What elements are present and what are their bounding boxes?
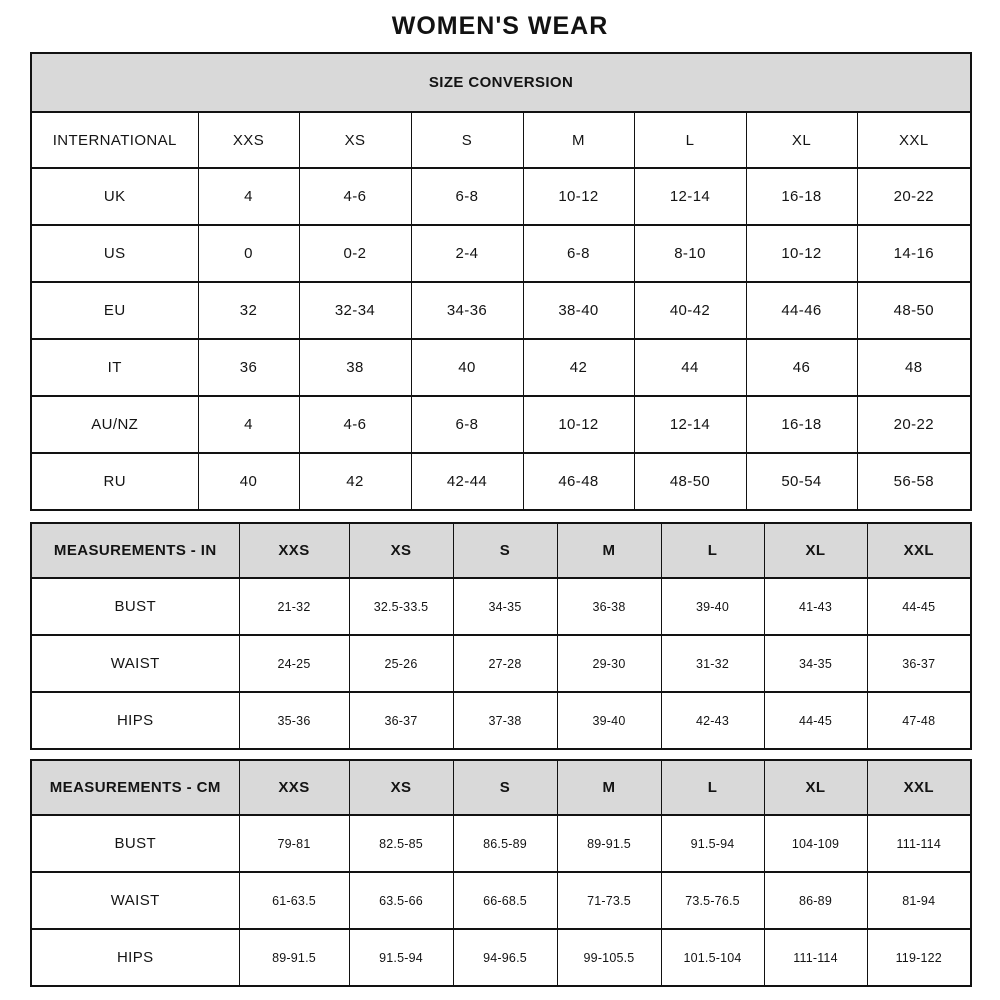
measurement-value-cell: 81-94 [867,872,971,929]
size-value-cell: 38-40 [523,282,634,339]
measurement-value-cell: 63.5-66 [349,872,453,929]
size-conversion-table [30,52,972,511]
page-title: WOMEN'S WEAR [391,12,609,40]
size-value-cell: 12-14 [634,396,746,453]
measurement-value-cell: 37-38 [453,692,557,749]
size-value-cell: 10-12 [523,396,634,453]
table-row [31,635,971,692]
size-value-cell: 14-16 [857,225,971,282]
size-column-header: XL [746,112,857,168]
size-value-cell: 46 [746,339,857,396]
size-value-cell: 20-22 [857,396,971,453]
size-value-cell: 16-18 [746,396,857,453]
size-value-cell: 42-44 [411,453,523,510]
size-value-cell: 10-12 [523,168,634,225]
measurement-value-cell: 47-48 [867,692,971,749]
size-value-cell: 50-54 [746,453,857,510]
size-column-header: XL [764,523,867,578]
size-value-cell: 16-18 [746,168,857,225]
size-value-cell: 48-50 [634,453,746,510]
size-column-header: XXS [198,112,299,168]
measurement-value-cell: 111-114 [764,929,867,986]
size-column-header: XXS [239,523,349,578]
size-value-cell: 12-14 [634,168,746,225]
size-value-cell: 2-4 [411,225,523,282]
table-row [31,815,971,872]
size-value-cell: 4-6 [299,168,411,225]
size-value-cell: 4-6 [299,396,411,453]
measurement-value-cell: 31-32 [661,635,764,692]
size-value-cell: 6-8 [411,168,523,225]
measurement-value-cell: 104-109 [764,815,867,872]
table-row [31,578,971,635]
measurement-value-cell: 86.5-89 [453,815,557,872]
measurement-label: BUST [31,578,239,635]
region-label: RU [31,453,198,510]
size-chart-page [30,14,970,987]
region-column-header: INTERNATIONAL [31,112,198,168]
measurements-cm-table [30,759,972,987]
measurement-value-cell: 39-40 [661,578,764,635]
measurement-value-cell: 29-30 [557,635,661,692]
table-row [31,929,971,986]
table-row [31,523,971,578]
measurement-label: BUST [31,815,239,872]
size-value-cell: 46-48 [523,453,634,510]
measurement-value-cell: 44-45 [764,692,867,749]
measurement-value-cell: 111-114 [867,815,971,872]
region-label: IT [31,339,198,396]
measurement-value-cell: 73.5-76.5 [661,872,764,929]
size-value-cell: 10-12 [746,225,857,282]
measurement-value-cell: 25-26 [349,635,453,692]
table-row [31,339,971,396]
measurement-value-cell: 101.5-104 [661,929,764,986]
measurement-value-cell: 42-43 [661,692,764,749]
size-column-header: XS [349,760,453,815]
region-label: UK [31,168,198,225]
table-row [31,453,971,510]
size-column-header: XS [349,523,453,578]
size-column-header: XXL [857,112,971,168]
measurement-value-cell: 91.5-94 [661,815,764,872]
measurement-value-cell: 79-81 [239,815,349,872]
size-column-header: XXL [867,760,971,815]
size-value-cell: 40 [411,339,523,396]
size-column-header: XXS [239,760,349,815]
measurement-value-cell: 44-45 [867,578,971,635]
size-value-cell: 38 [299,339,411,396]
size-value-cell: 40 [198,453,299,510]
table-row [31,112,971,168]
size-value-cell: 0 [198,225,299,282]
measurements-cm-body [31,760,971,986]
size-column-header: S [411,112,523,168]
measurement-value-cell: 86-89 [764,872,867,929]
measurement-value-cell: 71-73.5 [557,872,661,929]
size-column-header: L [661,523,764,578]
size-value-cell: 6-8 [523,225,634,282]
table-title: MEASUREMENTS - CM [31,760,239,815]
measurement-value-cell: 89-91.5 [239,929,349,986]
size-value-cell: 40-42 [634,282,746,339]
size-value-cell: 48-50 [857,282,971,339]
region-label: AU/NZ [31,396,198,453]
table-row [31,225,971,282]
measurement-value-cell: 32.5-33.5 [349,578,453,635]
measurement-label: WAIST [31,635,239,692]
size-value-cell: 8-10 [634,225,746,282]
size-value-cell: 44-46 [746,282,857,339]
measurement-value-cell: 36-37 [867,635,971,692]
size-value-cell: 42 [523,339,634,396]
size-value-cell: 56-58 [857,453,971,510]
measurement-label: HIPS [31,929,239,986]
measurement-value-cell: 82.5-85 [349,815,453,872]
size-column-header: XL [764,760,867,815]
measurement-value-cell: 41-43 [764,578,867,635]
size-value-cell: 48 [857,339,971,396]
table-row [31,760,971,815]
size-column-header: M [523,112,634,168]
region-label: US [31,225,198,282]
measurement-value-cell: 94-96.5 [453,929,557,986]
size-value-cell: 34-36 [411,282,523,339]
measurement-value-cell: 27-28 [453,635,557,692]
measurement-value-cell: 36-38 [557,578,661,635]
measurement-label: WAIST [31,872,239,929]
measurement-value-cell: 34-35 [764,635,867,692]
measurement-value-cell: 39-40 [557,692,661,749]
measurement-value-cell: 119-122 [867,929,971,986]
size-column-header: S [453,523,557,578]
size-value-cell: 44 [634,339,746,396]
size-value-cell: 42 [299,453,411,510]
size-value-cell: 32-34 [299,282,411,339]
measurement-value-cell: 99-105.5 [557,929,661,986]
size-column-header: L [634,112,746,168]
size-column-header: L [661,760,764,815]
measurement-value-cell: 91.5-94 [349,929,453,986]
size-column-header: M [557,523,661,578]
measurements-in-table [30,522,972,750]
size-column-header: XXL [867,523,971,578]
size-value-cell: 20-22 [857,168,971,225]
measurement-value-cell: 61-63.5 [239,872,349,929]
size-conversion-body [31,53,971,510]
table-row [31,396,971,453]
region-label: EU [31,282,198,339]
size-column-header: M [557,760,661,815]
table-title: MEASUREMENTS - IN [31,523,239,578]
measurement-value-cell: 35-36 [239,692,349,749]
measurement-value-cell: 66-68.5 [453,872,557,929]
size-value-cell: 4 [198,168,299,225]
size-value-cell: 32 [198,282,299,339]
table-row [31,282,971,339]
size-column-header: XS [299,112,411,168]
size-column-header: S [453,760,557,815]
table-row [31,692,971,749]
measurement-value-cell: 21-32 [239,578,349,635]
size-value-cell: 0-2 [299,225,411,282]
measurement-value-cell: 24-25 [239,635,349,692]
measurement-value-cell: 34-35 [453,578,557,635]
measurement-value-cell: 89-91.5 [557,815,661,872]
table-row [31,53,971,112]
table-row [31,872,971,929]
size-value-cell: 36 [198,339,299,396]
table-row [31,168,971,225]
measurements-in-body [31,523,971,749]
measurement-value-cell: 36-37 [349,692,453,749]
measurement-label: HIPS [31,692,239,749]
table-title: SIZE CONVERSION [31,53,971,112]
size-value-cell: 4 [198,396,299,453]
size-value-cell: 6-8 [411,396,523,453]
